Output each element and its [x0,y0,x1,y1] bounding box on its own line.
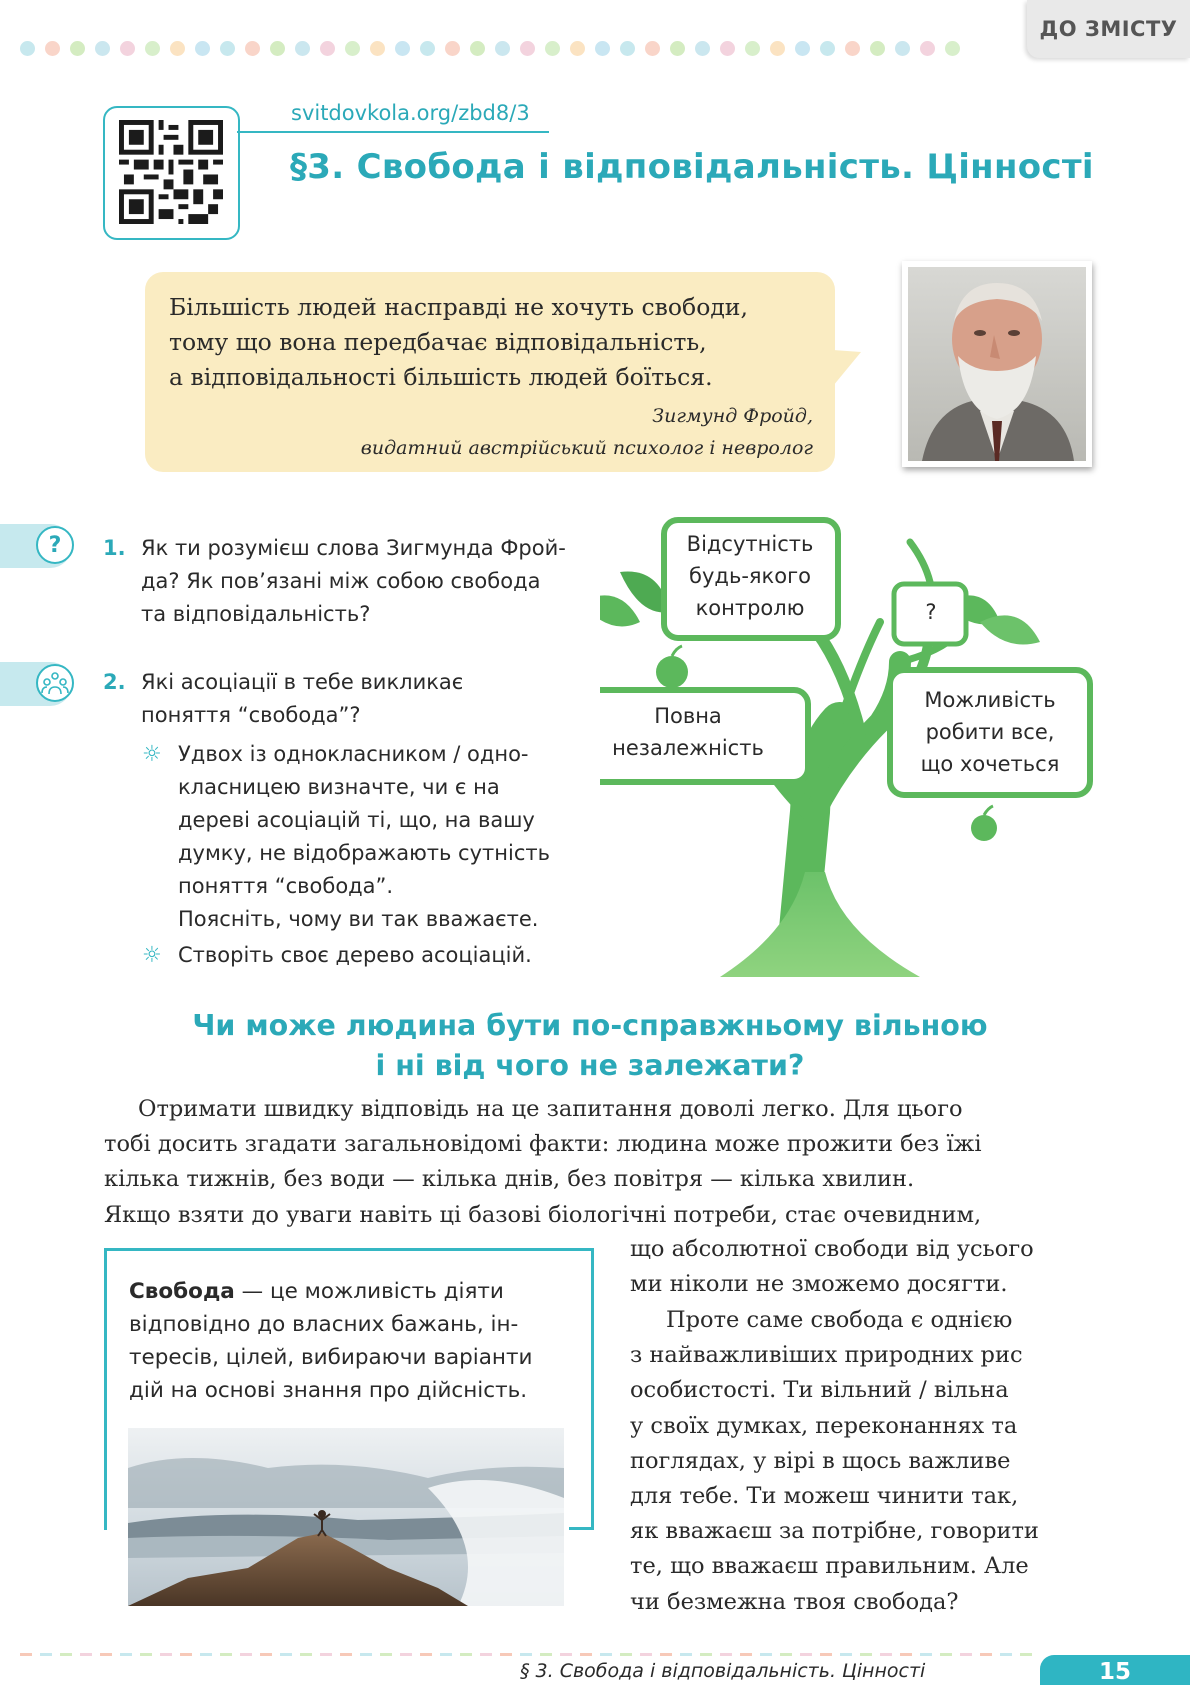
footer-dash [800,1653,812,1656]
paragraph-line: тобі досить згадати загальновідомі факти: людина може прожити без їжі [104,1131,982,1158]
definition-line: відповідно до власних бажань, ін- [129,1312,519,1337]
task-text-line: Які асоціації в тебе викликає [141,670,464,694]
quote-attribution [361,400,813,464]
top-dot [95,41,110,56]
bullet-line: класницею визначте, чи є на [178,775,500,799]
quote-line: тому що вона передбачає відповідальність, [169,328,707,356]
paragraph-line: чи безмежна твоя свобода? [630,1588,959,1615]
top-dot [870,41,885,56]
footer-dash [240,1653,252,1656]
footer-dash [600,1653,612,1656]
to-contents-button[interactable]: ДО ЗМІСТУ [1027,0,1190,58]
side-tab-question [0,524,72,568]
footer-dash [960,1653,972,1656]
bullet-line: Поясніть, чому ви так вважаєте. [178,907,539,931]
paragraph-line: те, що вважаєш правильним. Але [630,1553,1029,1580]
quote-line: а відповідальності більшість людей боїться. [169,363,713,391]
bullet-star-icon: ☼ [142,742,162,767]
footer-dash [520,1653,532,1656]
top-dot [220,41,235,56]
definition-text [129,1275,532,1407]
task-text-line: та відповідальність? [141,602,371,626]
paragraph-line: Якщо взяти до уваги навіть ці базові біологічні потреби, стає очевидним, [104,1201,982,1228]
page-title: §3. Свобода і відповідальність. Цінності [290,147,1094,187]
footer-dash [920,1653,932,1656]
top-dot [645,41,660,56]
footer-dash [280,1653,292,1656]
footer-dash [940,1653,952,1656]
section-heading [100,1006,1080,1086]
definition-term: Свобода [129,1279,235,1304]
quote-author: Зигмунд Фройд, [652,405,813,427]
task-text-line: Як ти розумієш слова Зигмунда Фрой- [141,536,566,560]
url-underline [237,131,549,133]
footer-dash [20,1653,32,1656]
top-dot [845,41,860,56]
quote-author-description: видатний австрійський психолог і невролог [360,437,813,459]
paragraph-line: Отримати швидку відповідь на це запитання доволі легко. Для цього [138,1096,963,1122]
top-dot [320,41,335,56]
footer-dash [560,1653,572,1656]
top-dot [370,41,385,56]
top-dot [545,41,560,56]
paragraph-line: як вважаєш за потрібне, говорити [630,1518,1039,1545]
footer-dash [580,1653,592,1656]
top-dot [795,41,810,56]
tree-node-no-control [650,528,850,624]
paragraph-line: кілька тижнів, без води — кілька днів, без повітря — кілька хвилин. [104,1166,915,1193]
footer-dash [260,1653,272,1656]
group-icon [36,664,74,702]
top-dot [670,41,685,56]
footer-dash [840,1653,852,1656]
quote-text [169,290,819,395]
quote-box [145,272,835,472]
paragraph-line: для тебе. Ти можеш чинити так, [630,1483,1019,1510]
bullet-line: поняття “свобода”. [178,874,394,898]
task-2 [103,666,464,732]
footer-dash [220,1653,232,1656]
question-icon: ? [36,526,74,564]
qr-code-icon [118,120,224,224]
footer-dash [760,1653,772,1656]
top-dot [520,41,535,56]
top-dot [420,41,435,56]
footer-dash [860,1653,872,1656]
footer-dash [480,1653,492,1656]
top-dot [770,41,785,56]
section-heading-line: і ні від чого не залежати? [375,1049,805,1082]
footer-dash [660,1653,672,1656]
paragraph-line: з найважливіших природних рис [630,1342,1023,1369]
footer-dash [180,1653,192,1656]
task-number: 2. [103,670,126,694]
top-dot [20,41,35,56]
page-number: 15 [1040,1655,1190,1685]
lesson-url-link[interactable]: svitdovkola.org/zbd8/3 [291,101,530,125]
tree-node-do-anything [890,684,1090,780]
association-tree-diagram [600,512,1100,981]
tree-node-line: що хочеться [920,752,1060,776]
footer-dash [200,1653,212,1656]
bullet-star-icon: ☼ [142,943,162,968]
top-dot [745,41,760,56]
footer-dash [400,1653,412,1656]
bullet-line: Створіть своє дерево асоціацій. [178,943,532,967]
paragraph-line: ми ніколи не зможемо досягти. [630,1271,1008,1298]
task-number: 1. [103,536,126,560]
top-dot [945,41,960,56]
footer-dashed-line [20,1653,1040,1657]
top-dot [145,41,160,56]
task-text-line: да? Як пов’язані між собою свобода [141,569,541,593]
body-paragraph-2 [630,1303,1100,1620]
side-tab-group [0,662,72,706]
footer-dash [740,1653,752,1656]
top-dot [470,41,485,56]
definition-first-line: — це можливість діяти [234,1279,504,1304]
body-paragraph-1 [104,1092,1100,1233]
top-dot [595,41,610,56]
quote-bubble-tail [833,350,863,390]
top-dot [395,41,410,56]
footer-dash [40,1653,52,1656]
bullet-line: дереві асоціацій ті, що, на вашу [178,808,535,832]
tree-node-line: робити все, [925,720,1055,744]
tree-node-line: ? [925,600,937,624]
paragraph-line: у своїх думках, переконаннях та [630,1412,1018,1439]
top-dot [270,41,285,56]
footer-dash [1000,1653,1012,1656]
footer-dash [500,1653,512,1656]
task-text-line: поняття “свобода”? [141,703,361,727]
footer-dash [420,1653,432,1656]
top-dot [620,41,635,56]
footer-dash [640,1653,652,1656]
top-dot [195,41,210,56]
top-dot [45,41,60,56]
top-dot [820,41,835,56]
footer-dash [900,1653,912,1656]
footer-dash [160,1653,172,1656]
top-dot [70,41,85,56]
top-dot [245,41,260,56]
footer-dash [980,1653,992,1656]
top-dot [345,41,360,56]
footer-dash [80,1653,92,1656]
tree-node-line: Відсутність [686,532,814,556]
footer-dash [880,1653,892,1656]
tree-node-line: Повна [654,704,722,728]
paragraph-line: що абсолютної свободи від усього [630,1236,1034,1262]
footer-dash [720,1653,732,1656]
footer-dash [140,1653,152,1656]
definition-box-bottom-border [569,1527,594,1530]
body-paragraph-1-continued [630,1232,1100,1302]
footer-dash [540,1653,552,1656]
tree-node-line: Можливість [924,688,1056,712]
top-dot [495,41,510,56]
footer-dash [100,1653,112,1656]
definition-box-left-border [104,1248,107,1530]
footer-dash [380,1653,392,1656]
footer-dash [120,1653,132,1656]
top-dot [920,41,935,56]
bullet-line: Удвох із однокласником / одно- [178,742,529,766]
top-dot-row [20,41,960,56]
running-title: § 3. Свобода і відповідальність. Цінності [520,1660,926,1682]
footer-dash [1020,1653,1032,1656]
footer-dash [360,1653,372,1656]
paragraph-line: Проте саме свобода є однією [666,1307,1013,1333]
footer-dash [680,1653,692,1656]
top-dot [445,41,460,56]
top-dot [295,41,310,56]
bullet-line: думку, не відображають сутність [178,841,550,865]
task-bullet [142,738,550,936]
top-dot [720,41,735,56]
definition-line: тересів, цілей, вибираючи варіанти [129,1345,533,1370]
footer-dash [60,1653,72,1656]
top-dot [170,41,185,56]
task-1 [103,532,566,631]
section-heading-line: Чи може людина бути по-справжньому вільною [192,1009,988,1042]
definition-line: дій на основі знання про дійсність. [129,1378,528,1403]
footer-dash [340,1653,352,1656]
tree-node-line: незалежність [612,736,764,760]
top-dot [695,41,710,56]
footer-dash [620,1653,632,1656]
top-dot [120,41,135,56]
footer-dash [700,1653,712,1656]
quote-line: Більшість людей насправді не хочуть свободи, [169,293,748,321]
tree-node-full-independence [568,700,808,764]
freud-portrait-photo [902,261,1092,467]
footer-dash [300,1653,312,1656]
paragraph-line: поглядах, у вірі в щось важливе [630,1447,1011,1474]
task-bullet [142,939,532,972]
footer-dash [780,1653,792,1656]
footer-dash [320,1653,332,1656]
footer-dash [820,1653,832,1656]
top-dot [895,41,910,56]
mountain-freedom-photo [128,1428,564,1610]
tree-node-unknown [896,596,966,628]
tree-node-line: будь-якого [689,564,811,588]
footer-dash [440,1653,452,1656]
tree-node-line: контролю [695,596,805,620]
top-dot [570,41,585,56]
paragraph-line: особистості. Ти вільний / вільна [630,1377,1009,1404]
footer-dash [460,1653,472,1656]
qr-code-frame[interactable] [103,106,240,240]
